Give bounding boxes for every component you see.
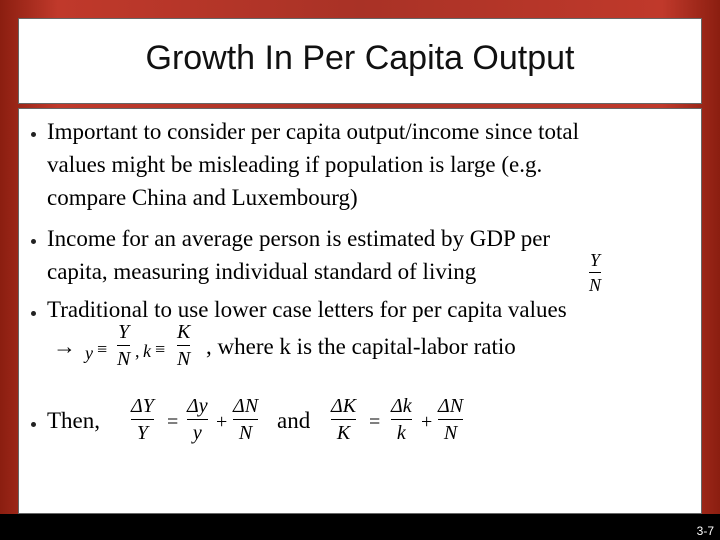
footer-bar: [0, 514, 720, 540]
fraction-numerator: ΔK: [331, 395, 357, 417]
fraction-bar: [331, 419, 356, 420]
fraction-bar: [117, 345, 130, 346]
equiv-symbol: ≡: [97, 339, 108, 359]
y-symbol: y: [85, 343, 93, 363]
bullet-4-and: and: [277, 408, 311, 433]
title-box: [18, 18, 702, 104]
comma-symbol: ,: [135, 341, 140, 361]
fraction-denominator: k: [396, 422, 406, 444]
fraction-numerator: K: [177, 321, 191, 343]
plus-symbol: +: [216, 411, 228, 433]
bullet-2-line-2: capita, measuring individual standard of living: [47, 259, 477, 284]
fraction-numerator: ΔY: [131, 395, 154, 417]
bullet-dot-4: [31, 422, 36, 427]
page-number: 3-7: [696, 524, 714, 538]
fraction-bar: [177, 345, 190, 346]
equals-symbol: =: [369, 411, 381, 433]
fraction-denominator: N: [443, 422, 458, 444]
fraction-numerator: ΔN: [233, 395, 259, 417]
k-symbol: k: [143, 341, 151, 361]
growth-small-k-fraction: [391, 396, 412, 443]
arrow-symbol: →: [53, 334, 76, 359]
fraction-denominator: N: [238, 422, 253, 444]
bullet-4-prefix: Then,: [47, 408, 101, 433]
fraction-bar: [187, 419, 208, 420]
fraction-bar: [131, 419, 154, 420]
plus-symbol: +: [421, 411, 433, 433]
bullet-3-line-2-suffix: , where k is the capital-labor ratio: [206, 334, 516, 359]
fraction-numerator: ΔN: [438, 395, 464, 417]
bullet-dot-3: [31, 311, 36, 316]
bullet-dot-2: [31, 239, 36, 244]
slide-title: Growth In Per Capita Output: [145, 38, 575, 77]
y-over-n-fraction: [589, 251, 601, 294]
fraction-numerator: Y: [118, 321, 130, 343]
content-box: [18, 108, 702, 514]
fraction-bar: [233, 419, 258, 420]
fraction-numerator: Y: [590, 250, 601, 270]
bullet-2-line-1: Income for an average person is estimated by GDP per: [47, 226, 551, 251]
bullet-1-line-1: Important to consider per capita output/income since total: [47, 119, 580, 144]
bullet-3-line-1: Traditional to use lower case letters for per capita values: [47, 297, 567, 322]
fraction-bar: [589, 272, 601, 273]
fraction-bar: [438, 419, 463, 420]
fraction-denominator: N: [177, 348, 191, 370]
k-def-fraction: [177, 322, 190, 369]
growth-y-fraction: [131, 396, 154, 443]
fraction-denominator: Y: [136, 422, 148, 444]
y-def-fraction: [117, 322, 130, 369]
bullet-dot-1: [31, 132, 36, 137]
growth-k-fraction: [331, 396, 356, 443]
fraction-bar: [391, 419, 412, 420]
fraction-denominator: K: [336, 422, 351, 444]
bullet-1-line-3: compare China and Luxembourg): [47, 185, 358, 210]
fraction-numerator: Δy: [187, 395, 208, 417]
growth-n-fraction: [233, 396, 258, 443]
fraction-denominator: N: [589, 275, 602, 295]
bullet-1-line-2: values might be misleading if population is large (e.g.: [47, 152, 543, 177]
growth-small-y-fraction: [187, 396, 208, 443]
equiv-symbol: ≡: [155, 339, 166, 359]
fraction-numerator: Δk: [391, 395, 412, 417]
growth-n-fraction-2: [438, 396, 463, 443]
fraction-denominator: N: [117, 348, 131, 370]
fraction-denominator: y: [192, 422, 202, 444]
equals-symbol: =: [167, 411, 179, 433]
